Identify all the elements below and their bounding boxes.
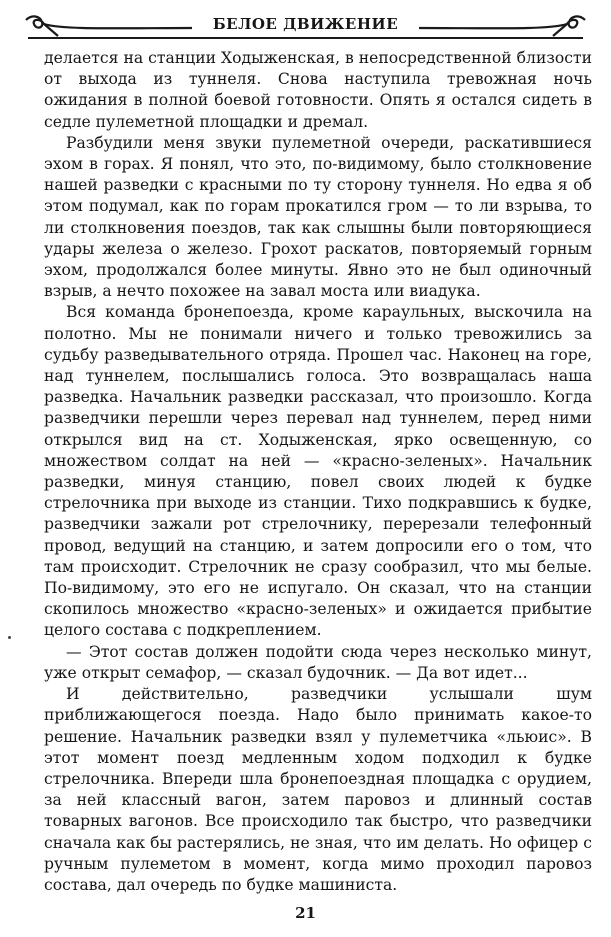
- dialogue-line: — Этот состав должен подойти сюда через несколько минут, уже открыт семафор, — сказал будочник. — Да вот идет...: [44, 642, 592, 682]
- paragraph-2: Разбудили меня звуки пулеметной очереди, раскатившиеся эхом в горах. Я понял, что это, по-видимому, было столкновение нашей разведки с красными по ту сторону туннеля. Но едва я об этом подумал, как по горам прокатился гром — то ли взрыва, то ли столкновения поездов, так как слышны были повторяющиеся удары железа о железо. Грохот раскатов, повторяемый горным эхом, продолжался более минуты. Явно это не был одиночный взрыв, а нечто похожее на завал моста или виадука.: [44, 133, 592, 301]
- paragraph-5: И действительно, разведчики услышали шум приближающегося поезда. Надо было принимать какое-то решение. Начальник разведки взял у пулеметчика «льюис». В этот момент поезд медленным ходом подходил к будке стрелочника. Впереди шла бронепоездная площадка с орудием, за ней классный вагон, затем паровоз и длинный состав товарных вагонов. Все происходило так быстро, что разведчики сначала как бы растерялись, не зная, что им делать. Но офицер с ручным пулеметом в момент, когда мимо проходил паровоз состава, дал очередь по будке машиниста.: [44, 685, 592, 894]
- paragraph-1: делается на станции Ходыженская, в непосредственной близости от выхода из туннеля. Снова наступила тревожная ночь ожидания в полной боевой готовности. Опять я остался сидеть в седле пулеметной площадки и дремал.: [44, 49, 592, 131]
- margin-mark: [8, 636, 11, 639]
- page-number: 21: [295, 904, 316, 922]
- running-header: [22, 6, 589, 42]
- running-header-title: БЕЛОЕ ДВИЖЕНИЕ: [212, 15, 399, 33]
- paragraph-3: Вся команда бронепоезда, кроме караульных, выскочила на полотно. Мы не понимали ничего и только тревожились за судьбу разведывательного отряда. Прошел час. Наконец на горе, над туннелем, послышались голоса. Это возвращалась наша разведка. Начальник разведки рассказал, что произошло. Когда разведчики перешли через перевал над туннелем, перед ними открылся вид на ст. Ходыженская, ярко освещенную, со множеством солдат на ней — «красно-зеленых». Начальник разведки, минуя станцию, повел своих людей к будке стрелочника при выходе из станции. Тихо подкравшись к будке, разведчики зажали рот стрелочнику, перерезали телефонный провод, ведущий на станцию, и затем допросили его о том, что там происходит. Стрелочник не сразу сообразил, что мы белые. По-видимому, это его не испугало. Он сказал, что на станции скопилось множество «красно-зеленых» и ожидается прибытие целого состава с подкреплением.: [44, 303, 592, 640]
- body-text: [44, 48, 592, 896]
